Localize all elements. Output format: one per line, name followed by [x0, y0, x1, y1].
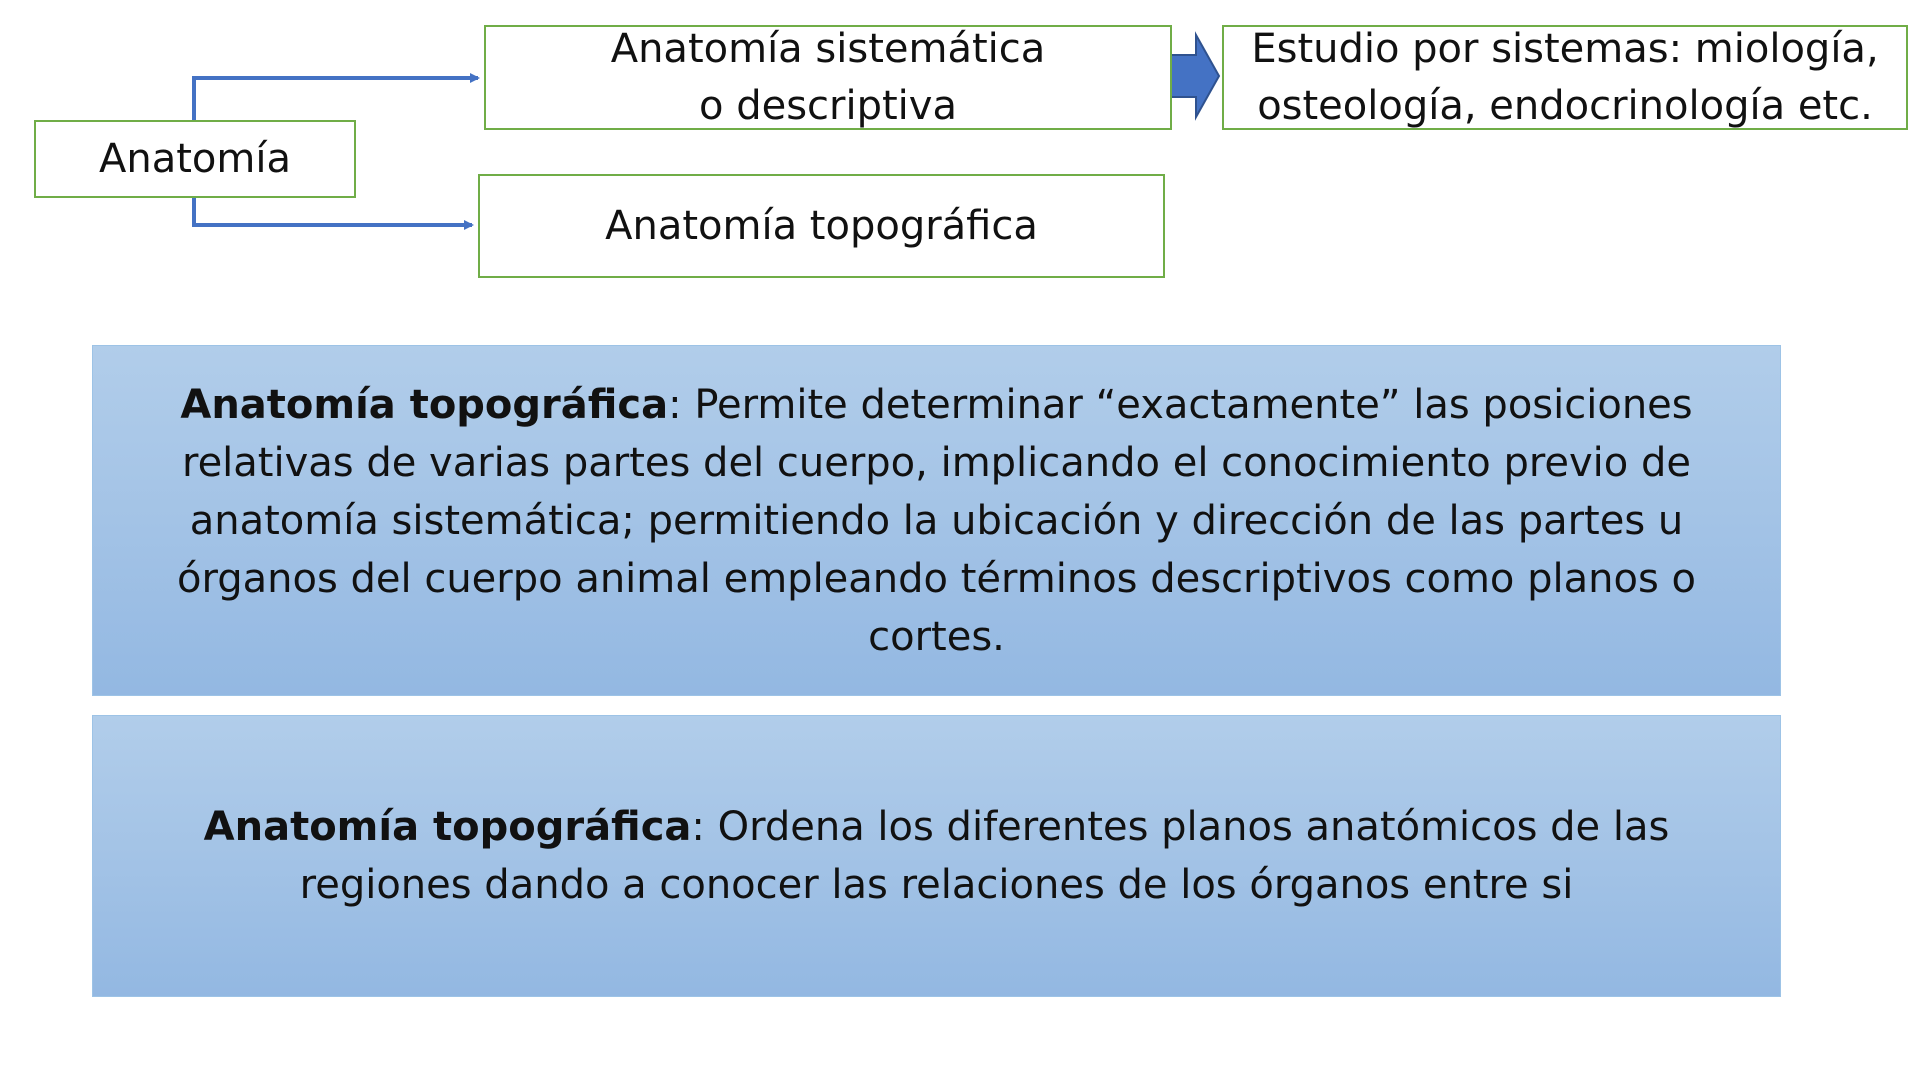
block-arrow-icon: [1170, 35, 1219, 117]
definition-panel-2: [92, 715, 1781, 997]
anatomia-topografica-box: [478, 174, 1165, 278]
anatomia-root-label: Anatomía: [99, 135, 291, 182]
anatomia-sistematica-label: Anatomía sistemática o descriptiva: [610, 25, 1046, 129]
definition-panel-1-text: [113, 376, 1760, 666]
estudio-sistemas-label: Estudio por sistemas: miología, osteología, endocrinología etc.: [1251, 25, 1879, 129]
connector-to-sistematica: [194, 78, 478, 120]
connector-to-topografica: [194, 198, 472, 225]
anatomia-topografica-label: Anatomía topográfica: [605, 202, 1038, 249]
definition-panel-1-term: Anatomía topográfica: [180, 381, 669, 428]
definition-panel-1-body: : Permite determinar “exactamente” las posiciones relativas de varias partes del cuerpo, implicando el conocimiento previo de anatomía sistemática; permitiendo la ubicación y dirección de las partes u órganos del cuerpo animal empleando términos descriptivos como planos o cortes.: [177, 381, 1696, 660]
estudio-sistemas-box: [1222, 25, 1908, 130]
definition-panel-2-term: Anatomía topográfica: [203, 804, 692, 850]
anatomia-sistematica-box: [484, 25, 1172, 130]
definition-panel-1: [92, 345, 1781, 696]
definition-panel-2-body: : Ordena los diferentes planos anatómicos de las regiones dando a conocer las relaciones de los órganos entre si: [299, 804, 1670, 908]
anatomia-root-box: [34, 120, 356, 198]
definition-panel-2-text: [113, 798, 1760, 914]
